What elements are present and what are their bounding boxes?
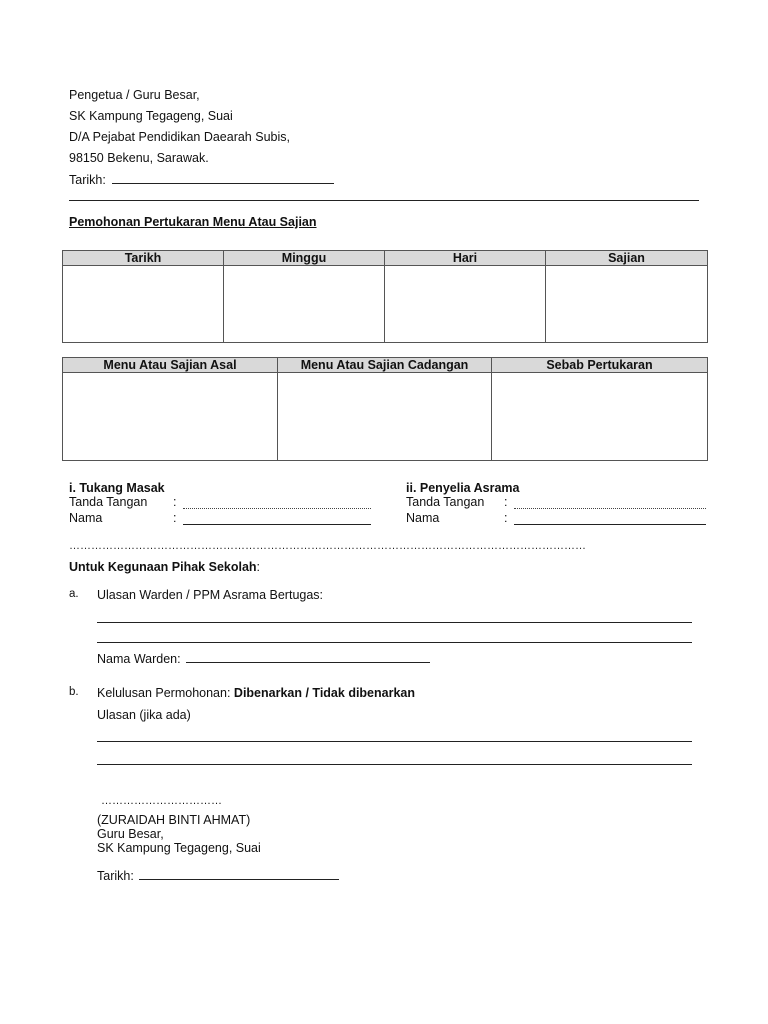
remarks-label: Ulasan (jika ada) (97, 708, 191, 722)
sig-left-name-colon: : (173, 511, 177, 525)
office-heading-text: Untuk Kegunaan Pihak Sekolah (69, 560, 257, 574)
signoff-school: SK Kampung Tegageng, Suai (97, 841, 261, 855)
approval-remarks-line-1[interactable] (97, 741, 692, 742)
item-b-label: Kelulusan Permohonan: (97, 686, 231, 700)
header-divider (69, 200, 699, 201)
signoff-date-label: Tarikh: (97, 869, 134, 883)
header-minggu: Minggu (224, 251, 385, 266)
sig-left-sign-field[interactable] (183, 497, 371, 509)
signoff-name: (ZURAIDAH BINTI AHMAT) (97, 813, 251, 827)
sig-right-sign-label: Tanda Tangan (406, 495, 485, 509)
cell-hari[interactable] (385, 266, 546, 343)
sig-right-sign-field[interactable] (514, 497, 706, 509)
address-date-field[interactable] (112, 172, 334, 184)
menu-change-table (62, 357, 708, 461)
warden-name-field[interactable] (186, 651, 430, 663)
cut-separator: …………………………………………………………………………………………………………………………… (69, 540, 586, 552)
sig-left-name-field[interactable] (183, 513, 371, 525)
address-date (69, 172, 334, 187)
office-heading (69, 560, 260, 574)
address-date-label: Tarikh: (69, 173, 106, 187)
sig-right-name-label: Nama (406, 511, 440, 525)
sig-right-title: ii. Penyelia Asrama (406, 481, 520, 495)
signoff-date (97, 868, 339, 883)
header-menu-cadangan: Menu Atau Sajian Cadangan (278, 358, 492, 373)
approval-remarks-line-2[interactable] (97, 764, 692, 765)
sig-right-name-colon: : (504, 511, 508, 525)
header-sajian: Sajian (546, 251, 708, 266)
sig-left-name-label: Nama (69, 511, 103, 525)
item-a-label: Ulasan Warden / PPM Asrama Bertugas: (97, 588, 324, 602)
header-sebab: Sebab Pertukaran (492, 358, 708, 373)
sig-right-name-field[interactable] (514, 513, 706, 525)
item-b-marker: b. (69, 686, 79, 698)
warden-remarks-line-2[interactable] (97, 642, 692, 643)
item-a-marker: a. (69, 588, 79, 600)
header-tarikh: Tarikh (63, 251, 224, 266)
schedule-table (62, 250, 708, 343)
address-line-2: SK Kampung Tegageng, Suai (69, 109, 233, 123)
cell-sebab[interactable] (492, 373, 708, 461)
warden-remarks-line-1[interactable] (97, 622, 692, 623)
sig-left-sign-colon: : (173, 495, 177, 509)
form-title: Pemohonan Pertukaran Menu Atau Sajian (69, 215, 317, 229)
header-hari: Hari (385, 251, 546, 266)
address-line-4: 98150 Bekenu, Sarawak. (69, 151, 209, 165)
item-b (97, 686, 415, 700)
signoff-date-field[interactable] (139, 868, 339, 880)
warden-name-label: Nama Warden: (97, 652, 181, 666)
warden-name (97, 651, 430, 666)
cell-sajian[interactable] (546, 266, 708, 343)
office-heading-colon: : (256, 560, 261, 574)
signoff-position: Guru Besar, (97, 827, 164, 841)
signoff-dots: …………………………… (101, 795, 222, 807)
cell-menu-cadangan[interactable] (278, 373, 492, 461)
address-line-1: Pengetua / Guru Besar, (69, 88, 200, 102)
approval-options[interactable]: Dibenarkan / Tidak dibenarkan (233, 686, 416, 700)
sig-right-sign-colon: : (504, 495, 508, 509)
cell-tarikh[interactable] (63, 266, 224, 343)
header-menu-asal: Menu Atau Sajian Asal (63, 358, 278, 373)
cell-minggu[interactable] (224, 266, 385, 343)
cell-menu-asal[interactable] (63, 373, 278, 461)
sig-left-sign-label: Tanda Tangan (69, 495, 148, 509)
address-line-3: D/A Pejabat Pendidikan Daearah Subis, (69, 130, 290, 144)
sig-left-title: i. Tukang Masak (69, 481, 165, 495)
